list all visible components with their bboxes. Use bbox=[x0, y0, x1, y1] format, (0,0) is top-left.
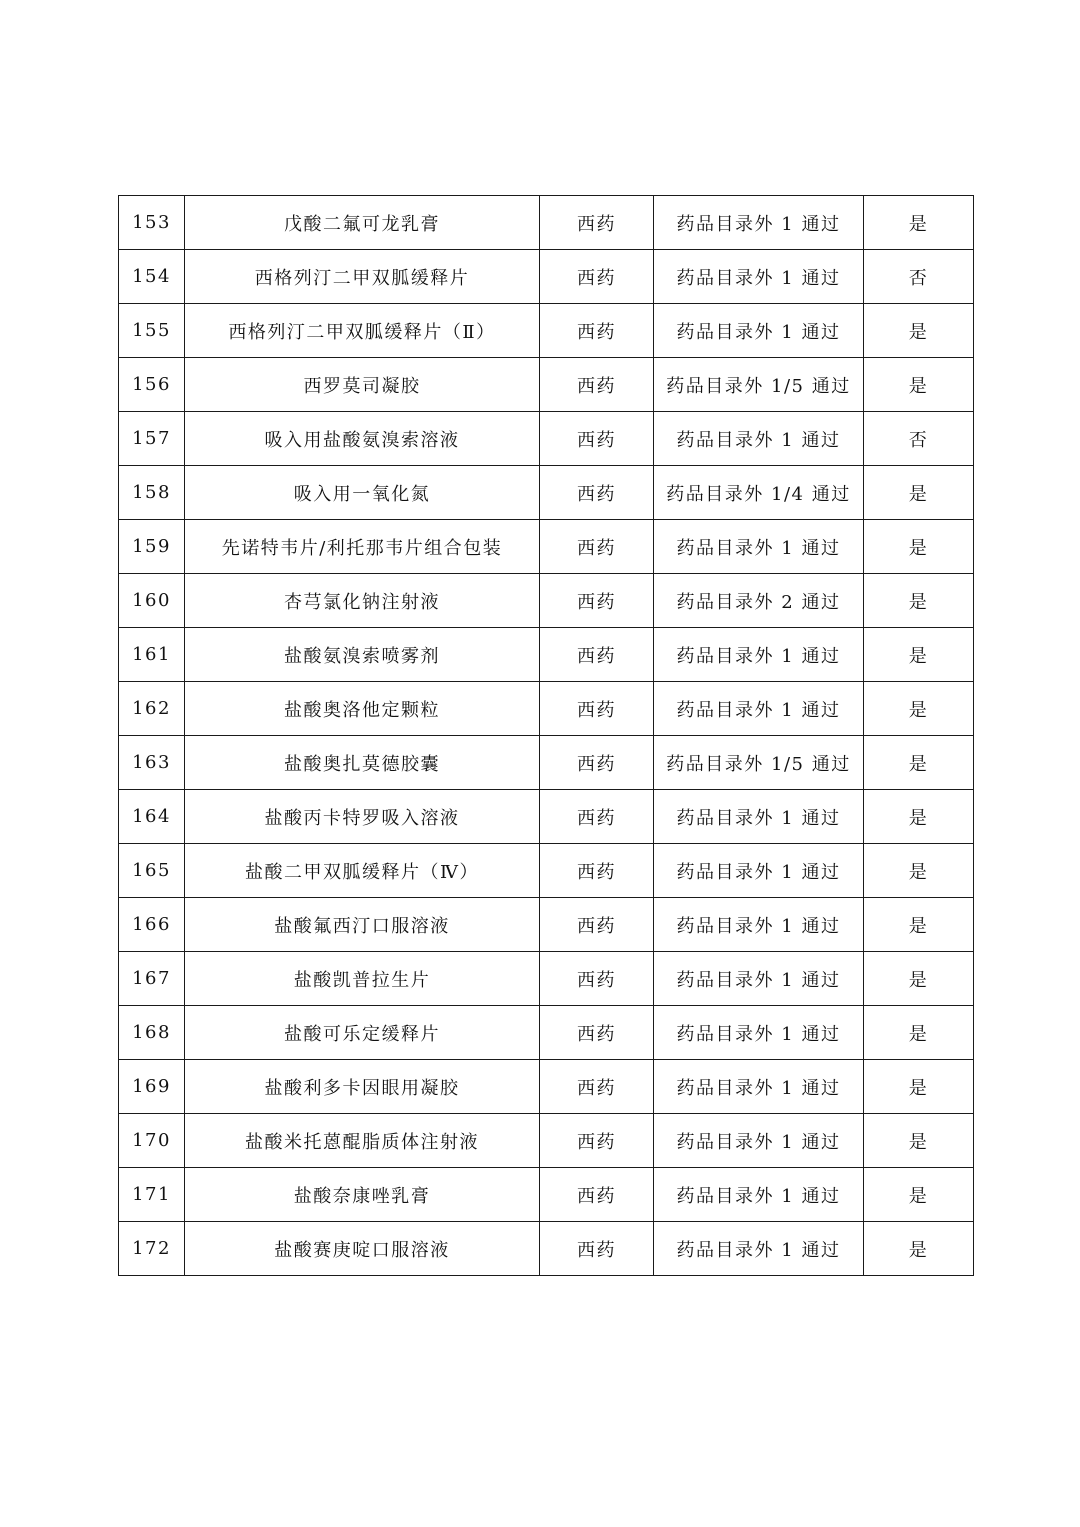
review-status-cell: 药品目录外 1 通过 bbox=[654, 520, 864, 574]
drug-name-cell: 盐酸赛庚啶口服溶液 bbox=[185, 1222, 540, 1276]
review-status-cell: 药品目录外 1 通过 bbox=[654, 1222, 864, 1276]
drug-name-cell: 西罗莫司凝胶 bbox=[185, 358, 540, 412]
drug-name-cell: 西格列汀二甲双胍缓释片 bbox=[185, 250, 540, 304]
drug-type-cell: 西药 bbox=[540, 1222, 654, 1276]
table-row bbox=[119, 1168, 974, 1222]
table-row bbox=[119, 628, 974, 682]
row-number-cell: 159 bbox=[119, 520, 185, 574]
drug-name-cell: 盐酸丙卡特罗吸入溶液 bbox=[185, 790, 540, 844]
drug-name-cell: 盐酸可乐定缓释片 bbox=[185, 1006, 540, 1060]
row-number-cell: 160 bbox=[119, 574, 185, 628]
row-number-cell: 157 bbox=[119, 412, 185, 466]
result-flag-cell: 是 bbox=[864, 466, 974, 520]
drug-type-cell: 西药 bbox=[540, 466, 654, 520]
result-flag-cell: 是 bbox=[864, 844, 974, 898]
drug-name-cell: 盐酸米托蒽醌脂质体注射液 bbox=[185, 1114, 540, 1168]
review-status-cell: 药品目录外 1 通过 bbox=[654, 250, 864, 304]
review-status-cell: 药品目录外 1 通过 bbox=[654, 196, 864, 250]
result-flag-cell: 是 bbox=[864, 628, 974, 682]
drug-type-cell: 西药 bbox=[540, 304, 654, 358]
drug-type-cell: 西药 bbox=[540, 682, 654, 736]
drug-type-cell: 西药 bbox=[540, 520, 654, 574]
table-row bbox=[119, 412, 974, 466]
table-row bbox=[119, 682, 974, 736]
drug-list-body bbox=[119, 196, 974, 1276]
drug-type-cell: 西药 bbox=[540, 358, 654, 412]
drug-name-cell: 西格列汀二甲双胍缓释片（Ⅱ） bbox=[185, 304, 540, 358]
review-status-cell: 药品目录外 1 通过 bbox=[654, 1168, 864, 1222]
drug-name-cell: 盐酸奥洛他定颗粒 bbox=[185, 682, 540, 736]
review-status-cell: 药品目录外 1 通过 bbox=[654, 304, 864, 358]
row-number-cell: 155 bbox=[119, 304, 185, 358]
table-row bbox=[119, 790, 974, 844]
row-number-cell: 153 bbox=[119, 196, 185, 250]
row-number-cell: 162 bbox=[119, 682, 185, 736]
review-status-cell: 药品目录外 1/4 通过 bbox=[654, 466, 864, 520]
review-status-cell: 药品目录外 1 通过 bbox=[654, 412, 864, 466]
result-flag-cell: 是 bbox=[864, 1222, 974, 1276]
result-flag-cell: 是 bbox=[864, 1006, 974, 1060]
row-number-cell: 168 bbox=[119, 1006, 185, 1060]
table-row bbox=[119, 898, 974, 952]
result-flag-cell: 否 bbox=[864, 412, 974, 466]
table-row bbox=[119, 844, 974, 898]
result-flag-cell: 是 bbox=[864, 574, 974, 628]
drug-type-cell: 西药 bbox=[540, 844, 654, 898]
drug-type-cell: 西药 bbox=[540, 1060, 654, 1114]
review-status-cell: 药品目录外 1 通过 bbox=[654, 952, 864, 1006]
drug-name-cell: 吸入用盐酸氨溴索溶液 bbox=[185, 412, 540, 466]
drug-type-cell: 西药 bbox=[540, 952, 654, 1006]
row-number-cell: 164 bbox=[119, 790, 185, 844]
review-status-cell: 药品目录外 1 通过 bbox=[654, 628, 864, 682]
row-number-cell: 167 bbox=[119, 952, 185, 1006]
drug-name-cell: 盐酸氨溴索喷雾剂 bbox=[185, 628, 540, 682]
drug-name-cell: 盐酸凯普拉生片 bbox=[185, 952, 540, 1006]
drug-type-cell: 西药 bbox=[540, 628, 654, 682]
drug-name-cell: 盐酸二甲双胍缓释片（Ⅳ） bbox=[185, 844, 540, 898]
table-row bbox=[119, 736, 974, 790]
drug-name-cell: 盐酸奥扎莫德胶囊 bbox=[185, 736, 540, 790]
drug-name-cell: 盐酸利多卡因眼用凝胶 bbox=[185, 1060, 540, 1114]
drug-name-cell: 戊酸二氟可龙乳膏 bbox=[185, 196, 540, 250]
result-flag-cell: 是 bbox=[864, 1168, 974, 1222]
review-status-cell: 药品目录外 1/5 通过 bbox=[654, 358, 864, 412]
drug-type-cell: 西药 bbox=[540, 898, 654, 952]
drug-list-table bbox=[118, 195, 974, 1276]
result-flag-cell: 是 bbox=[864, 682, 974, 736]
table-row bbox=[119, 574, 974, 628]
review-status-cell: 药品目录外 1 通过 bbox=[654, 898, 864, 952]
review-status-cell: 药品目录外 1 通过 bbox=[654, 1006, 864, 1060]
table-row bbox=[119, 1006, 974, 1060]
drug-type-cell: 西药 bbox=[540, 412, 654, 466]
review-status-cell: 药品目录外 1/5 通过 bbox=[654, 736, 864, 790]
row-number-cell: 166 bbox=[119, 898, 185, 952]
table-row bbox=[119, 1114, 974, 1168]
result-flag-cell: 是 bbox=[864, 520, 974, 574]
review-status-cell: 药品目录外 1 通过 bbox=[654, 790, 864, 844]
drug-name-cell: 杏芎氯化钠注射液 bbox=[185, 574, 540, 628]
drug-type-cell: 西药 bbox=[540, 1114, 654, 1168]
review-status-cell: 药品目录外 1 通过 bbox=[654, 1060, 864, 1114]
row-number-cell: 163 bbox=[119, 736, 185, 790]
table-row bbox=[119, 196, 974, 250]
result-flag-cell: 是 bbox=[864, 790, 974, 844]
table-row bbox=[119, 952, 974, 1006]
table-row bbox=[119, 1222, 974, 1276]
row-number-cell: 158 bbox=[119, 466, 185, 520]
row-number-cell: 165 bbox=[119, 844, 185, 898]
drug-type-cell: 西药 bbox=[540, 736, 654, 790]
result-flag-cell: 是 bbox=[864, 736, 974, 790]
review-status-cell: 药品目录外 2 通过 bbox=[654, 574, 864, 628]
result-flag-cell: 是 bbox=[864, 1060, 974, 1114]
result-flag-cell: 是 bbox=[864, 358, 974, 412]
result-flag-cell: 是 bbox=[864, 304, 974, 358]
drug-name-cell: 盐酸奈康唑乳膏 bbox=[185, 1168, 540, 1222]
review-status-cell: 药品目录外 1 通过 bbox=[654, 1114, 864, 1168]
table-row bbox=[119, 1060, 974, 1114]
drug-type-cell: 西药 bbox=[540, 574, 654, 628]
table-row bbox=[119, 358, 974, 412]
result-flag-cell: 是 bbox=[864, 196, 974, 250]
result-flag-cell: 是 bbox=[864, 898, 974, 952]
row-number-cell: 161 bbox=[119, 628, 185, 682]
row-number-cell: 170 bbox=[119, 1114, 185, 1168]
row-number-cell: 171 bbox=[119, 1168, 185, 1222]
table-row bbox=[119, 466, 974, 520]
drug-type-cell: 西药 bbox=[540, 1168, 654, 1222]
table-row bbox=[119, 304, 974, 358]
row-number-cell: 169 bbox=[119, 1060, 185, 1114]
row-number-cell: 154 bbox=[119, 250, 185, 304]
row-number-cell: 172 bbox=[119, 1222, 185, 1276]
table-row bbox=[119, 250, 974, 304]
review-status-cell: 药品目录外 1 通过 bbox=[654, 844, 864, 898]
review-status-cell: 药品目录外 1 通过 bbox=[654, 682, 864, 736]
drug-type-cell: 西药 bbox=[540, 196, 654, 250]
result-flag-cell: 否 bbox=[864, 250, 974, 304]
drug-name-cell: 先诺特韦片/利托那韦片组合包装 bbox=[185, 520, 540, 574]
drug-type-cell: 西药 bbox=[540, 790, 654, 844]
result-flag-cell: 是 bbox=[864, 1114, 974, 1168]
drug-name-cell: 盐酸氟西汀口服溶液 bbox=[185, 898, 540, 952]
row-number-cell: 156 bbox=[119, 358, 185, 412]
drug-type-cell: 西药 bbox=[540, 250, 654, 304]
drug-name-cell: 吸入用一氧化氮 bbox=[185, 466, 540, 520]
table-row bbox=[119, 520, 974, 574]
result-flag-cell: 是 bbox=[864, 952, 974, 1006]
drug-type-cell: 西药 bbox=[540, 1006, 654, 1060]
